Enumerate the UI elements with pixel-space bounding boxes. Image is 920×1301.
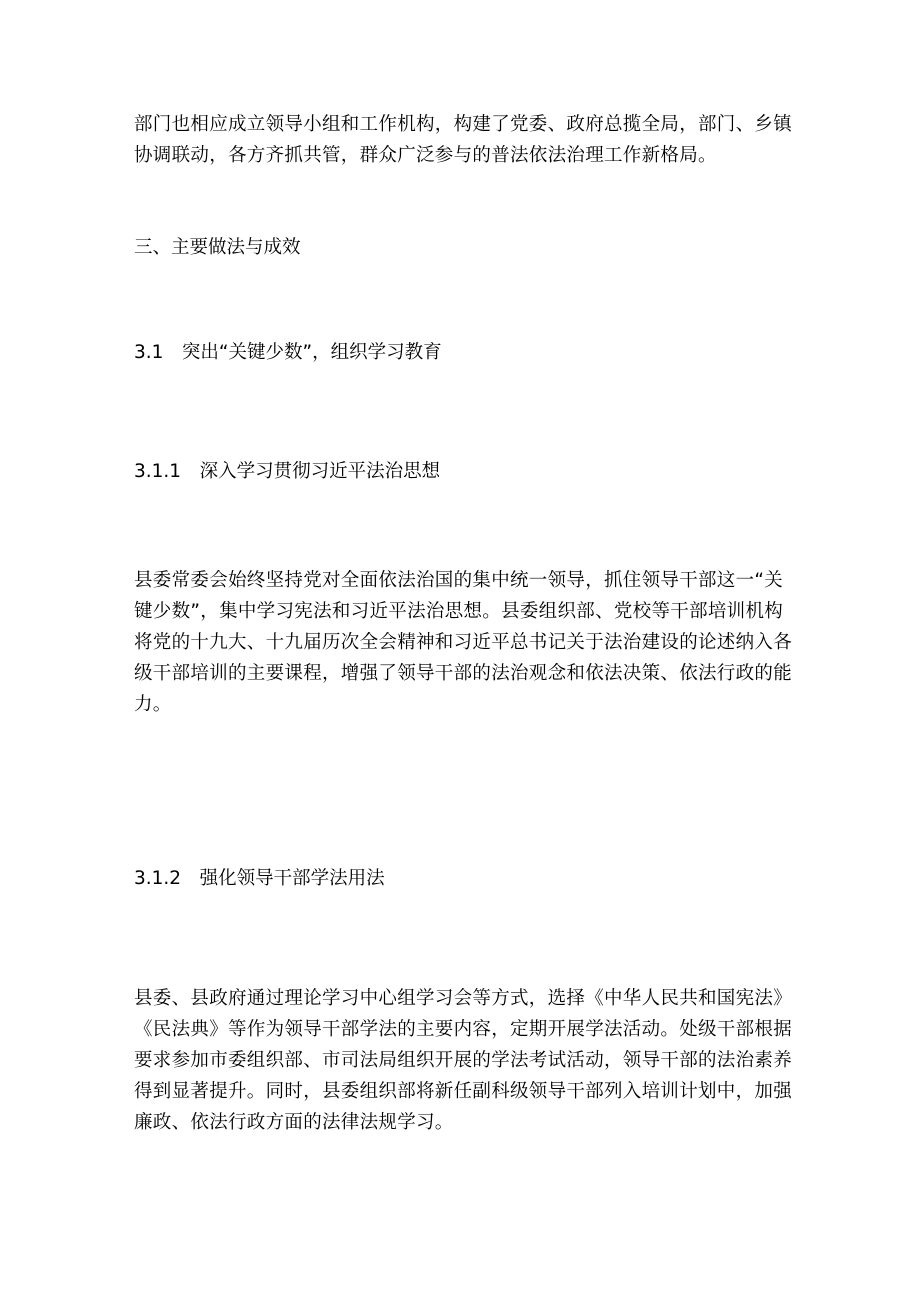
- paragraph-line: 级干部培训的主要课程，增强了领导干部的法治观念和依法决策、依法行政的能: [134, 663, 793, 684]
- paragraph-line: 将党的十九大、十九届历次全会精神和习近平总书记关于法治建设的论述纳入各: [134, 632, 793, 653]
- paragraph-line: 键少数”，集中学习宪法和习近平法治思想。县委组织部、党校等干部培训机构: [134, 601, 784, 622]
- subsection-heading-3-1-1: 3.1.1 深入学习贯彻习近平法治思想: [134, 461, 441, 482]
- paragraph-3-1-2: [134, 983, 793, 1138]
- paragraph-3-1-1: [134, 565, 793, 720]
- paragraph-line: 县委、县政府通过理论学习中心组学习会等方式，选择《中华人民共和国宪法》: [134, 988, 793, 1009]
- paragraph-line: 要求参加市委组织部、市司法局组织开展的学法考试活动，领导干部的法治素养: [134, 1050, 793, 1071]
- paragraph-line: 得到显著提升。同时，县委组织部将新任副科级领导干部列入培训计划中，加强: [134, 1081, 793, 1102]
- subsection-heading-3-1-2: 3.1.2 强化领导干部学法用法: [134, 868, 385, 889]
- paragraph-line: 《民法典》等作为领导干部学法的主要内容，定期开展学法活动。处级干部根据: [134, 1019, 793, 1040]
- paragraph-line: 协调联动，各方齐抓共管，群众广泛参与的普法依法治理工作新格局。: [134, 145, 717, 166]
- paragraph-line: 部门也相应成立领导小组和工作机构，构建了党委、政府总揽全局，部门、乡镇: [134, 114, 793, 135]
- paragraph-line: 县委常委会始终坚持党对全面依法治国的集中统一领导，抓住领导干部这一“关: [134, 570, 784, 591]
- paragraph-line: 廉政、依法行政方面的法律法规学习。: [134, 1112, 454, 1133]
- subsection-heading-3-1: 3.1 突出“关键少数”，组织学习教育: [134, 342, 442, 363]
- paragraph-line: 力。: [134, 694, 172, 715]
- intro-paragraph: [134, 109, 793, 171]
- section-heading: 三、主要做法与成效: [134, 237, 301, 258]
